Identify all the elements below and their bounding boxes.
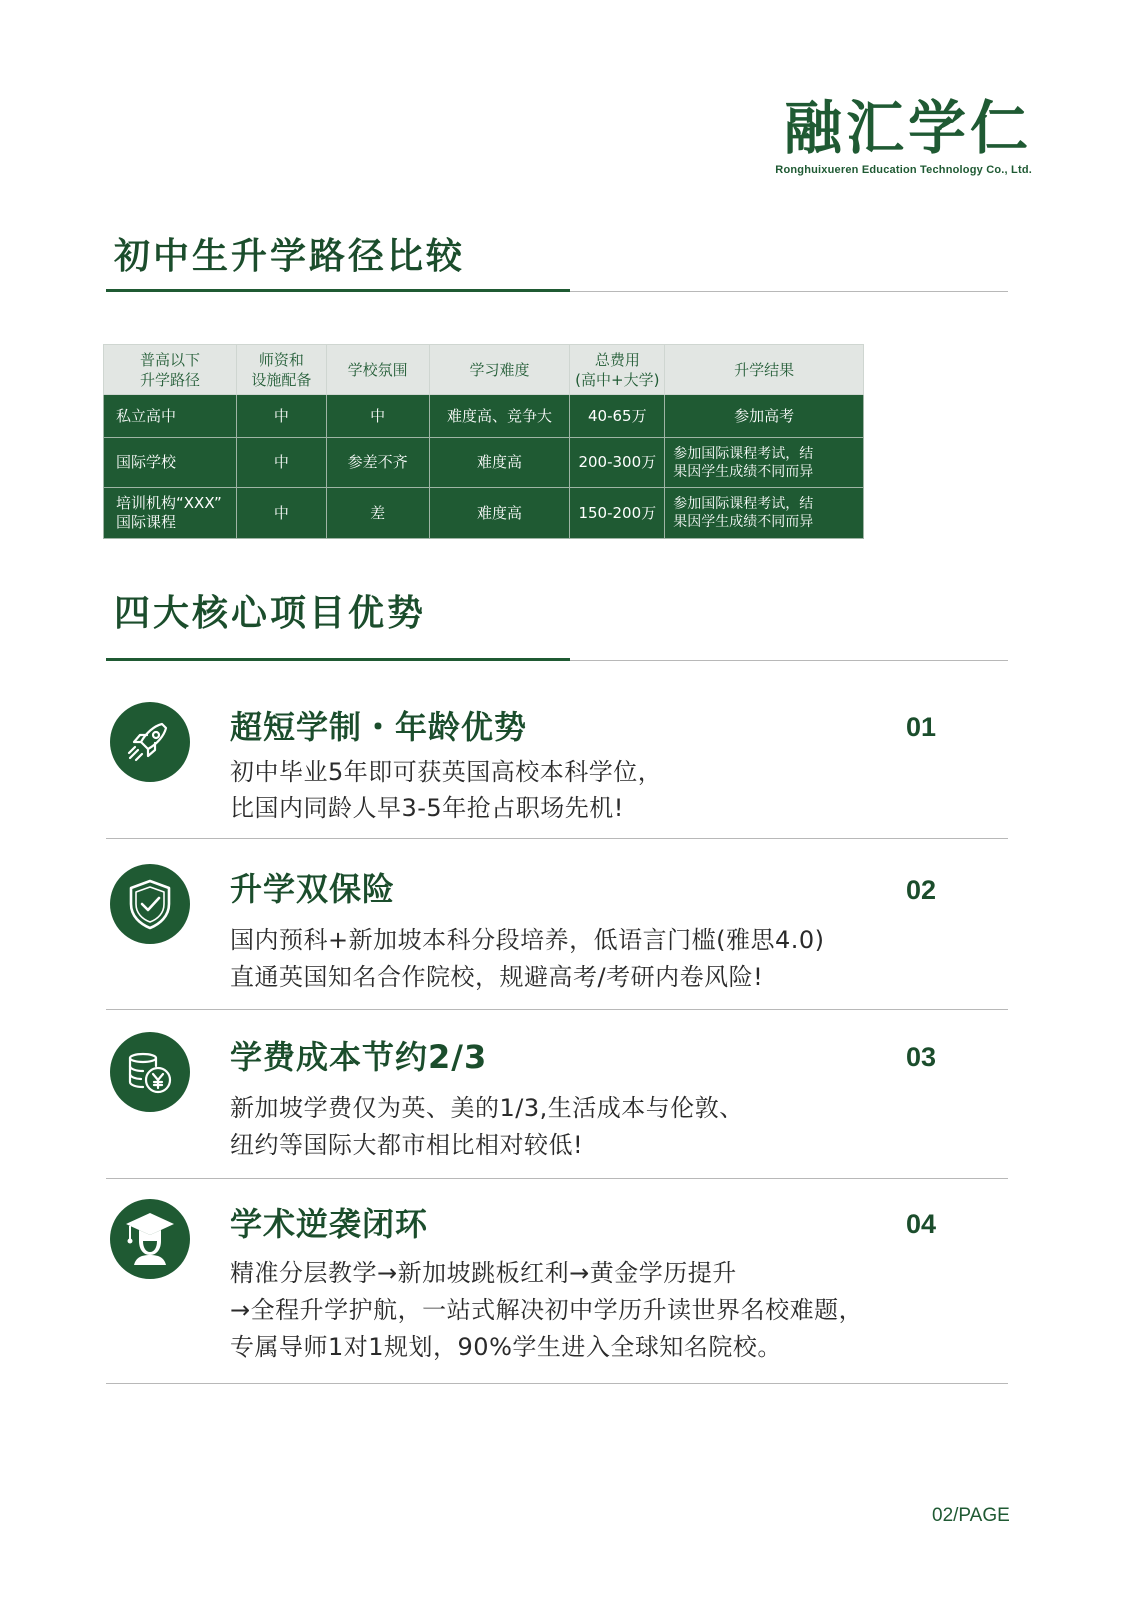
advantage-text-line: 纽约等国际大都市相比相对较低! xyxy=(230,1131,584,1159)
brand-subtitle: Ronghuixueren Education Technology Co., Ltd. xyxy=(775,164,1032,176)
section-divider-accent xyxy=(106,658,570,661)
cell-atmosphere: 中 xyxy=(326,395,429,438)
item-divider xyxy=(106,838,1008,839)
coins-yen-icon xyxy=(110,1032,190,1112)
cell-path: 国际学校 xyxy=(104,438,237,488)
item-divider xyxy=(106,1009,1008,1010)
rocket-icon xyxy=(110,702,190,782)
header-atmosphere: 学校氛围 xyxy=(326,345,429,395)
cell-cost: 200-300万 xyxy=(570,438,665,488)
cell-result: 参加国际课程考试，结 果因学生成绩不同而异 xyxy=(665,488,864,539)
header-cost: 总费用 (高中+大学) xyxy=(570,345,665,395)
cell-atmosphere: 参差不齐 xyxy=(326,438,429,488)
section-divider-accent xyxy=(106,289,570,292)
item-divider xyxy=(106,1178,1008,1179)
advantage-text-line: 精准分层教学→新加坡跳板红利→黄金学历提升 xyxy=(230,1259,737,1287)
cell-path: 培训机构“XXX” 国际课程 xyxy=(104,488,237,539)
cell-path: 私立高中 xyxy=(104,395,237,438)
cell-difficulty: 难度高 xyxy=(429,488,570,539)
advantage-text-line: →全程升学护航，一站式解决初中学历升读世界名校难题， xyxy=(230,1296,864,1324)
table-row xyxy=(104,395,864,438)
cell-faculty: 中 xyxy=(236,488,326,539)
table-row xyxy=(104,438,864,488)
header-result: 升学结果 xyxy=(665,345,864,395)
header-difficulty: 学习难度 xyxy=(429,345,570,395)
cell-result: 参加国际课程考试，结 果因学生成绩不同而异 xyxy=(665,438,864,488)
brand-name: 融汇学仁 xyxy=(783,94,1032,162)
advantage-text-line: 初中毕业5年即可获英国高校本科学位， xyxy=(230,758,663,786)
graduate-cap-icon xyxy=(110,1199,190,1279)
advantage-number: 04 xyxy=(906,1209,937,1239)
cell-faculty: 中 xyxy=(236,438,326,488)
table-header-row xyxy=(104,345,864,395)
section-title-advantages: 四大核心项目优势 xyxy=(114,593,427,634)
header-path: 普高以下 升学路径 xyxy=(104,345,237,395)
advantage-title: 升学双保险 xyxy=(230,870,396,908)
header-faculty: 师资和 设施配备 xyxy=(236,345,326,395)
cell-cost: 150-200万 xyxy=(570,488,665,539)
advantage-title: 学术逆袭闭环 xyxy=(230,1205,429,1243)
advantage-text-line: 比国内同龄人早3-5年抢占职场先机! xyxy=(230,794,624,822)
page-number: 02/PAGE xyxy=(932,1505,1010,1526)
cell-difficulty: 难度高 xyxy=(429,438,570,488)
advantage-text-line: 新加坡学费仅为英、美的1/3,生活成本与伦敦、 xyxy=(230,1094,744,1122)
cell-difficulty: 难度高、竞争大 xyxy=(429,395,570,438)
table-row xyxy=(104,488,864,539)
brand-logo xyxy=(770,96,1032,176)
advantage-text-line: 国内预科+新加坡本科分段培养，低语言门槛(雅思4.0) xyxy=(230,926,825,954)
item-divider xyxy=(106,1383,1008,1384)
shield-check-icon xyxy=(110,864,190,944)
advantage-text-line: 专属导师1对1规划，90%学生进入全球知名院校。 xyxy=(230,1333,782,1361)
cell-atmosphere: 差 xyxy=(326,488,429,539)
cell-faculty: 中 xyxy=(236,395,326,438)
advantage-number: 03 xyxy=(906,1042,937,1072)
advantage-number: 02 xyxy=(906,875,937,905)
advantage-text-line: 直通英国知名合作院校，规避高考/考研内卷风险! xyxy=(230,963,764,991)
comparison-table xyxy=(103,344,864,539)
cell-cost: 40-65万 xyxy=(570,395,665,438)
advantage-title: 超短学制・年龄优势 xyxy=(230,708,528,746)
cell-result: 参加高考 xyxy=(665,395,864,438)
section-title-comparison: 初中生升学路径比较 xyxy=(114,236,466,277)
advantage-title: 学费成本节约2/3 xyxy=(230,1038,488,1076)
advantage-number: 01 xyxy=(906,712,937,742)
